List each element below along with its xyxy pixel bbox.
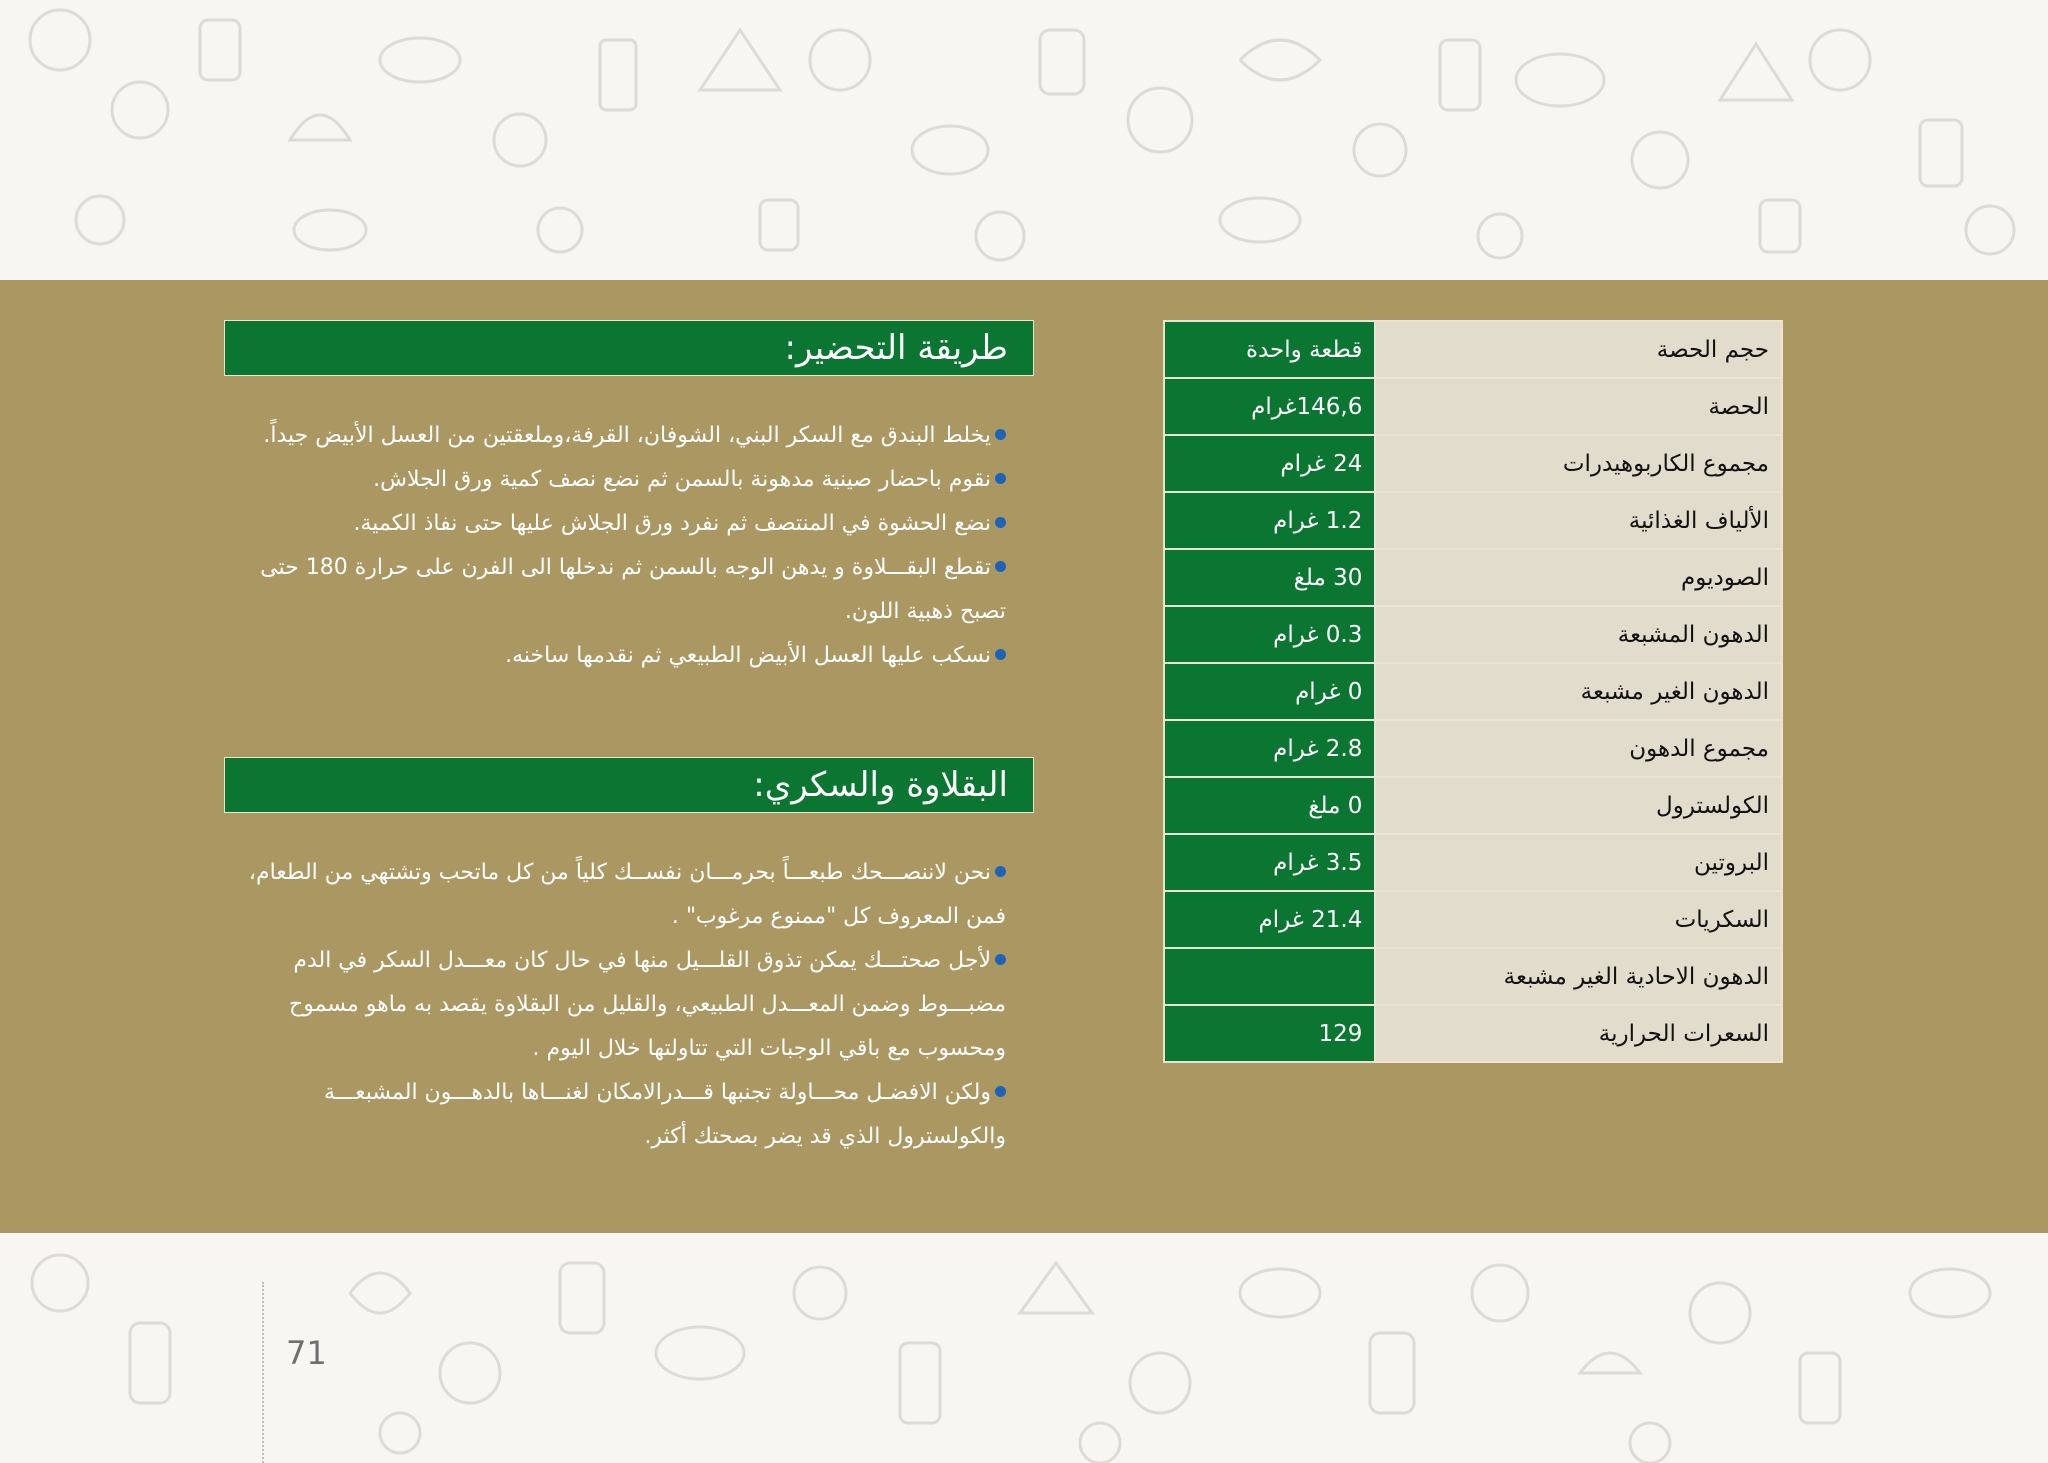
nutrient-label: مجموع الدهون (1375, 720, 1782, 777)
nutrient-value: 146,6غرام (1164, 378, 1375, 435)
nutrient-value: 3.5 غرام (1164, 834, 1375, 891)
bullet-dot-icon (995, 649, 1006, 660)
table-row (1164, 606, 1782, 663)
nutrient-label: السكريات (1375, 891, 1782, 948)
baklava-diabetes-points (224, 851, 1006, 1159)
nutrient-value: 24 غرام (1164, 435, 1375, 492)
nutrient-value: 21.4 غرام (1164, 891, 1375, 948)
list-item: نحن لاننصـــحك طبعـــاً بحرمـــان نفســك كلياً من كل ماتحب وتشتهي من الطعام، فمن المعروف كل "ممنوع مرغوب" . (248, 860, 1006, 929)
nutrient-value: 0 غرام (1164, 663, 1375, 720)
nutrient-label: الألياف الغذائية (1375, 492, 1782, 549)
list-item: يخلط البندق مع السكر البني، الشوفان، القرفة،وملعقتين من العسل الأبيض جيداً. (224, 414, 1006, 458)
nutrient-label: الحصة (1375, 378, 1782, 435)
nutrient-value: 30 ملغ (1164, 549, 1375, 606)
bullet-dot-icon (995, 1086, 1006, 1097)
table-row (1164, 435, 1782, 492)
page-number: 71 (286, 1334, 327, 1372)
nutrient-label: السعرات الحرارية (1375, 1005, 1782, 1062)
bullet-dot-icon (995, 954, 1006, 965)
list-item: نقوم باحضار صينية مدهونة بالسمن ثم نضع نصف كمية ورق الجلاش. (224, 458, 1006, 502)
nutrient-value: 2.8 غرام (1164, 720, 1375, 777)
food-doodle-pattern-top (0, 0, 2048, 280)
nutrient-value: 0.3 غرام (1164, 606, 1375, 663)
nutrition-table (1163, 320, 1783, 1063)
table-row (1164, 891, 1782, 948)
baklava-diabetes-header (224, 757, 1116, 813)
nutrient-label: البروتين (1375, 834, 1782, 891)
list-item: لأجل صحتـــك يمكن تذوق القلـــيل منها في حال كان معـــدل السكر في الدم مضبـــوط وضمن المعـــدل الطبيعي، والقليل من البقلاوة يقصد به ماهو مسموح ومحسوب مع باقي الوجبات التي تتاولتها خلال اليوم . (289, 948, 1006, 1061)
table-row (1164, 492, 1782, 549)
table-row (1164, 777, 1782, 834)
table-row (1164, 663, 1782, 720)
preparation-header (224, 320, 1116, 376)
bullet-dot-icon (995, 866, 1006, 877)
nutrient-value: 0 ملغ (1164, 777, 1375, 834)
page-margin-line (262, 1282, 264, 1463)
nutrient-label: مجموع الكاربوهيدرات (1375, 435, 1782, 492)
nutrient-value: 129 (1164, 1005, 1375, 1062)
nutrient-value (1164, 948, 1375, 1005)
table-row (1164, 549, 1782, 606)
list-item: نسكب عليها العسل الأبيض الطبيعي ثم نقدمها ساخنه. (224, 634, 1006, 678)
nutrient-value: 1.2 غرام (1164, 492, 1375, 549)
table-row (1164, 948, 1782, 1005)
list-item: ولكن الافضـل محـــاولة تجنبها قـــدرالامكان لغنـــاها بالدهـــون المشبعـــة والكولسترول الذي قد يضر بصحتك أكثر. (324, 1080, 1006, 1149)
table-row (1164, 834, 1782, 891)
bullet-dot-icon (995, 429, 1006, 440)
bullet-dot-icon (995, 517, 1006, 528)
nutrient-label: الدهون المشبعة (1375, 606, 1782, 663)
preparation-title: طريقة التحضير: (784, 328, 1008, 368)
bullet-dot-icon (995, 473, 1006, 484)
table-row (1164, 321, 1782, 378)
list-item: نضع الحشوة في المنتصف ثم نفرد ورق الجلاش عليها حتى نفاذ الكمية. (224, 502, 1006, 546)
preparation-steps (224, 414, 1006, 678)
table-row (1164, 1005, 1782, 1062)
table-row (1164, 720, 1782, 777)
bullet-dot-icon (995, 561, 1006, 572)
nutrient-label: الكولسترول (1375, 777, 1782, 834)
nutrient-label: حجم الحصة (1375, 321, 1782, 378)
baklava-diabetes-title: البقلاوة والسكري: (753, 765, 1008, 805)
nutrient-label: الدهون الغير مشبعة (1375, 663, 1782, 720)
nutrient-label: الدهون الاحادية الغير مشبعة (1375, 948, 1782, 1005)
nutrient-value: قطعة واحدة (1164, 321, 1375, 378)
list-item: تقطع البقـــلاوة و يدهن الوجه بالسمن ثم ندخلها الى الفرن على حرارة 180 حتى تصبح ذهبية اللون. (260, 555, 1006, 624)
nutrient-label: الصوديوم (1375, 549, 1782, 606)
table-row (1164, 378, 1782, 435)
